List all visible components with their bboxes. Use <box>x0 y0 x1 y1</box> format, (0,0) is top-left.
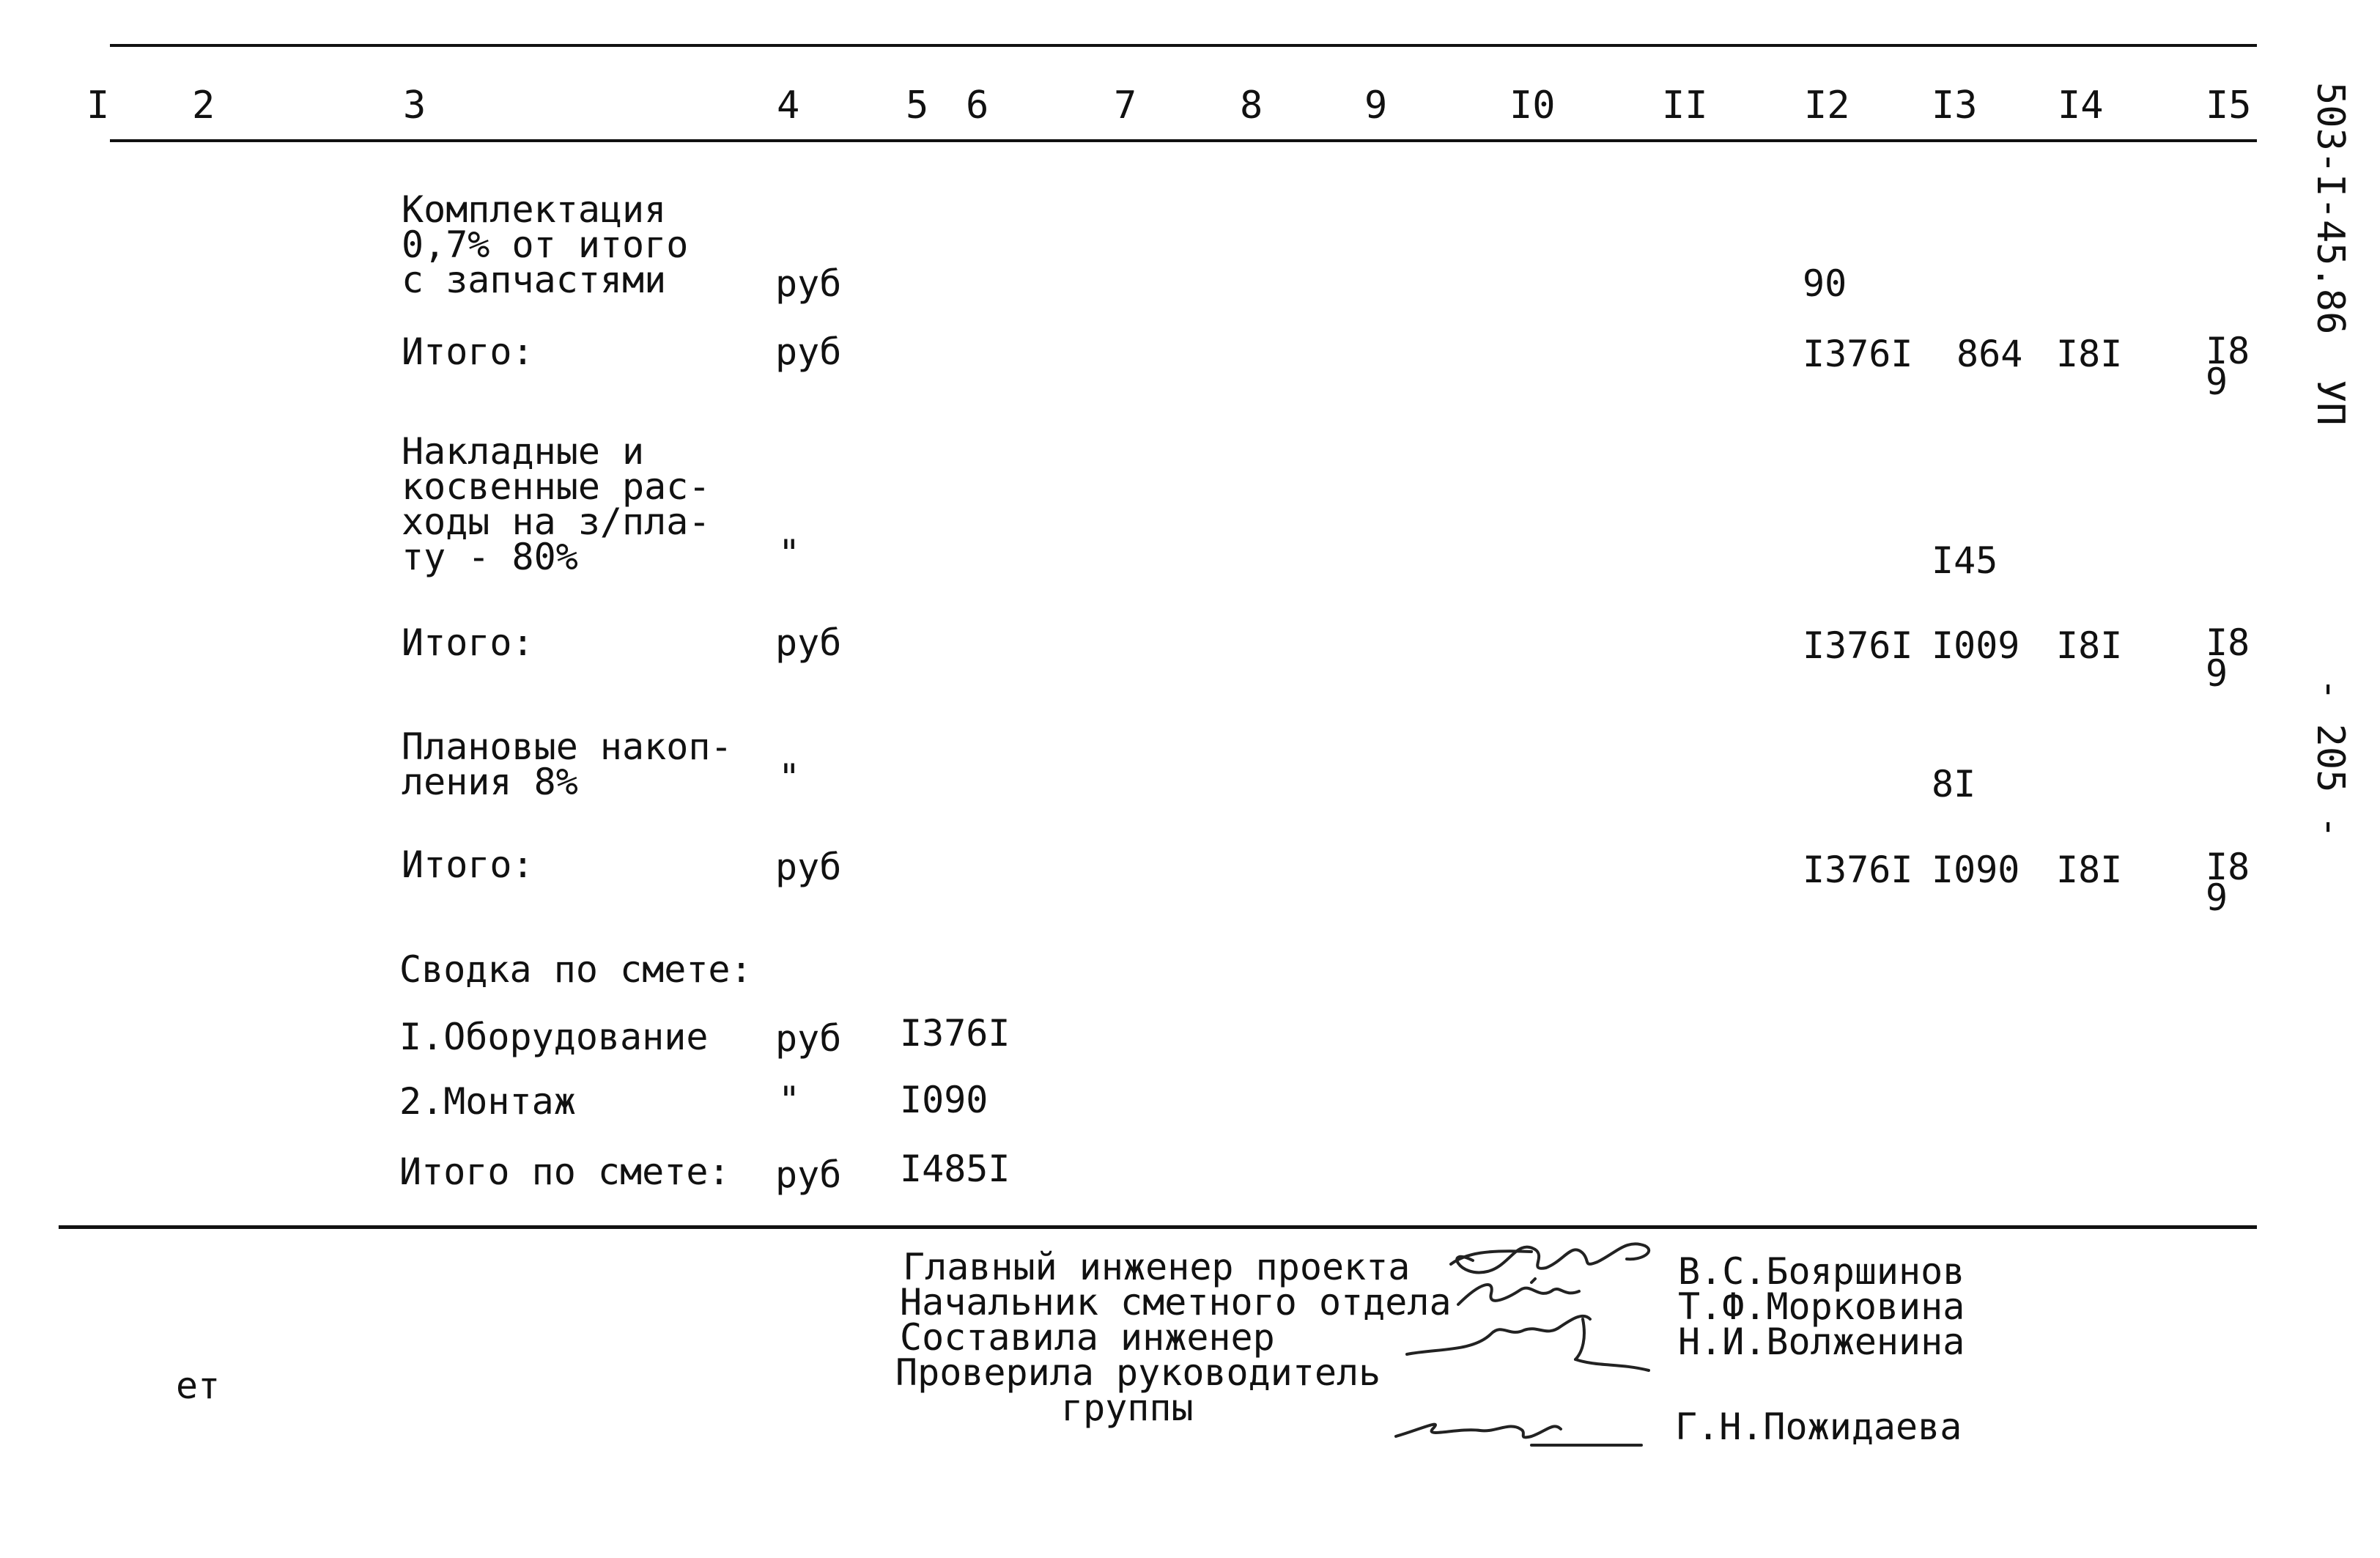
col-10: I0 <box>1509 84 1556 128</box>
row-col14: I8I <box>2056 849 2123 891</box>
row-col12: I376I <box>1803 624 1913 667</box>
row-unit: руб <box>775 262 842 305</box>
side-doc-code: 503-I-45.86 <box>2308 82 2352 335</box>
row-name: Плановые накоп- ления 8% <box>402 726 733 803</box>
row-col12: 90 <box>1803 262 1847 305</box>
row-col12: I376I <box>1803 333 1913 375</box>
summary-item-unit: руб <box>775 1017 842 1060</box>
top-rule <box>110 44 2257 47</box>
name-boyarshinov: В.С.Бояршинов <box>1678 1250 1965 1293</box>
role-group: группы <box>1061 1387 1194 1429</box>
row-col13: 864 <box>1956 333 2023 375</box>
name-volzhenina: Н.И.Волженина <box>1678 1321 1965 1363</box>
col-2: 2 <box>192 84 215 128</box>
row-col13: 8I <box>1932 763 1976 805</box>
row-unit: руб <box>775 331 842 373</box>
role-compiled-by: Составила инженер <box>900 1316 1275 1359</box>
summary-item-value: I376I <box>900 1012 1010 1055</box>
col-11: II <box>1662 84 1708 128</box>
row-unit: " <box>778 756 801 799</box>
row-col14: I8I <box>2056 333 2123 375</box>
row-name: Накладные и косвенные рас- ходы на з/пла- ту - 80% <box>402 430 711 578</box>
footer-rule <box>59 1225 2257 1229</box>
summary-item-name: 2.Монтаж <box>399 1080 576 1123</box>
col-12: I2 <box>1804 84 1850 128</box>
role-estimate-head: Начальник сметного отдела <box>900 1281 1452 1323</box>
handwritten-signatures <box>1363 1209 1671 1451</box>
col-9: 9 <box>1364 84 1388 128</box>
row-name: Итого: <box>402 843 534 886</box>
row-name: Комплектация 0,7% от итого с запчастями <box>402 188 689 301</box>
role-checked-by: Проверила руководитель <box>895 1351 1381 1394</box>
name-pozhidaeva: Г.Н.Пожидаева <box>1675 1406 1962 1448</box>
row-col15: I8 9 <box>2206 846 2250 919</box>
row-col12: I376I <box>1803 849 1913 891</box>
col-3: 3 <box>403 84 426 128</box>
summary-item-name: Итого по смете: <box>399 1151 731 1193</box>
row-unit: " <box>778 532 801 575</box>
summary-item-value: I090 <box>900 1079 988 1121</box>
row-unit: руб <box>775 621 842 664</box>
col-1: I <box>86 84 110 128</box>
col-8: 8 <box>1240 84 1263 128</box>
col-4: 4 <box>777 84 800 128</box>
row-col13: I009 <box>1932 624 2020 667</box>
corner-note: ет <box>176 1365 221 1407</box>
summary-title: Сводка по смете: <box>399 948 753 991</box>
name-morkovina: Т.Ф.Морковина <box>1678 1285 1965 1328</box>
col-15: I5 <box>2206 84 2252 128</box>
summary-item-unit: " <box>778 1079 801 1121</box>
row-col13: I45 <box>1932 539 1998 582</box>
row-name: Итого: <box>402 621 534 664</box>
row-col14: I8I <box>2056 624 2123 667</box>
summary-item-name: I.Оборудование <box>399 1016 709 1058</box>
summary-item-value: I485I <box>900 1148 1010 1190</box>
col-7: 7 <box>1114 84 1137 128</box>
col-14: I4 <box>2058 84 2104 128</box>
row-col13: I090 <box>1932 849 2020 891</box>
side-page-number: - 205 - <box>2308 678 2352 839</box>
summary-item-unit: руб <box>775 1153 842 1196</box>
col-6: 6 <box>966 84 989 128</box>
col-5: 5 <box>906 84 929 128</box>
header-rule <box>110 139 2257 142</box>
row-col15: I8 9 <box>2206 621 2250 695</box>
side-part-label: УП <box>2308 380 2352 426</box>
row-unit: руб <box>775 846 842 888</box>
row-col15: I8 9 <box>2206 330 2250 403</box>
role-chief-engineer: Главный инженер проекта <box>903 1246 1411 1288</box>
col-13: I3 <box>1932 84 1978 128</box>
row-name: Итого: <box>402 331 534 373</box>
